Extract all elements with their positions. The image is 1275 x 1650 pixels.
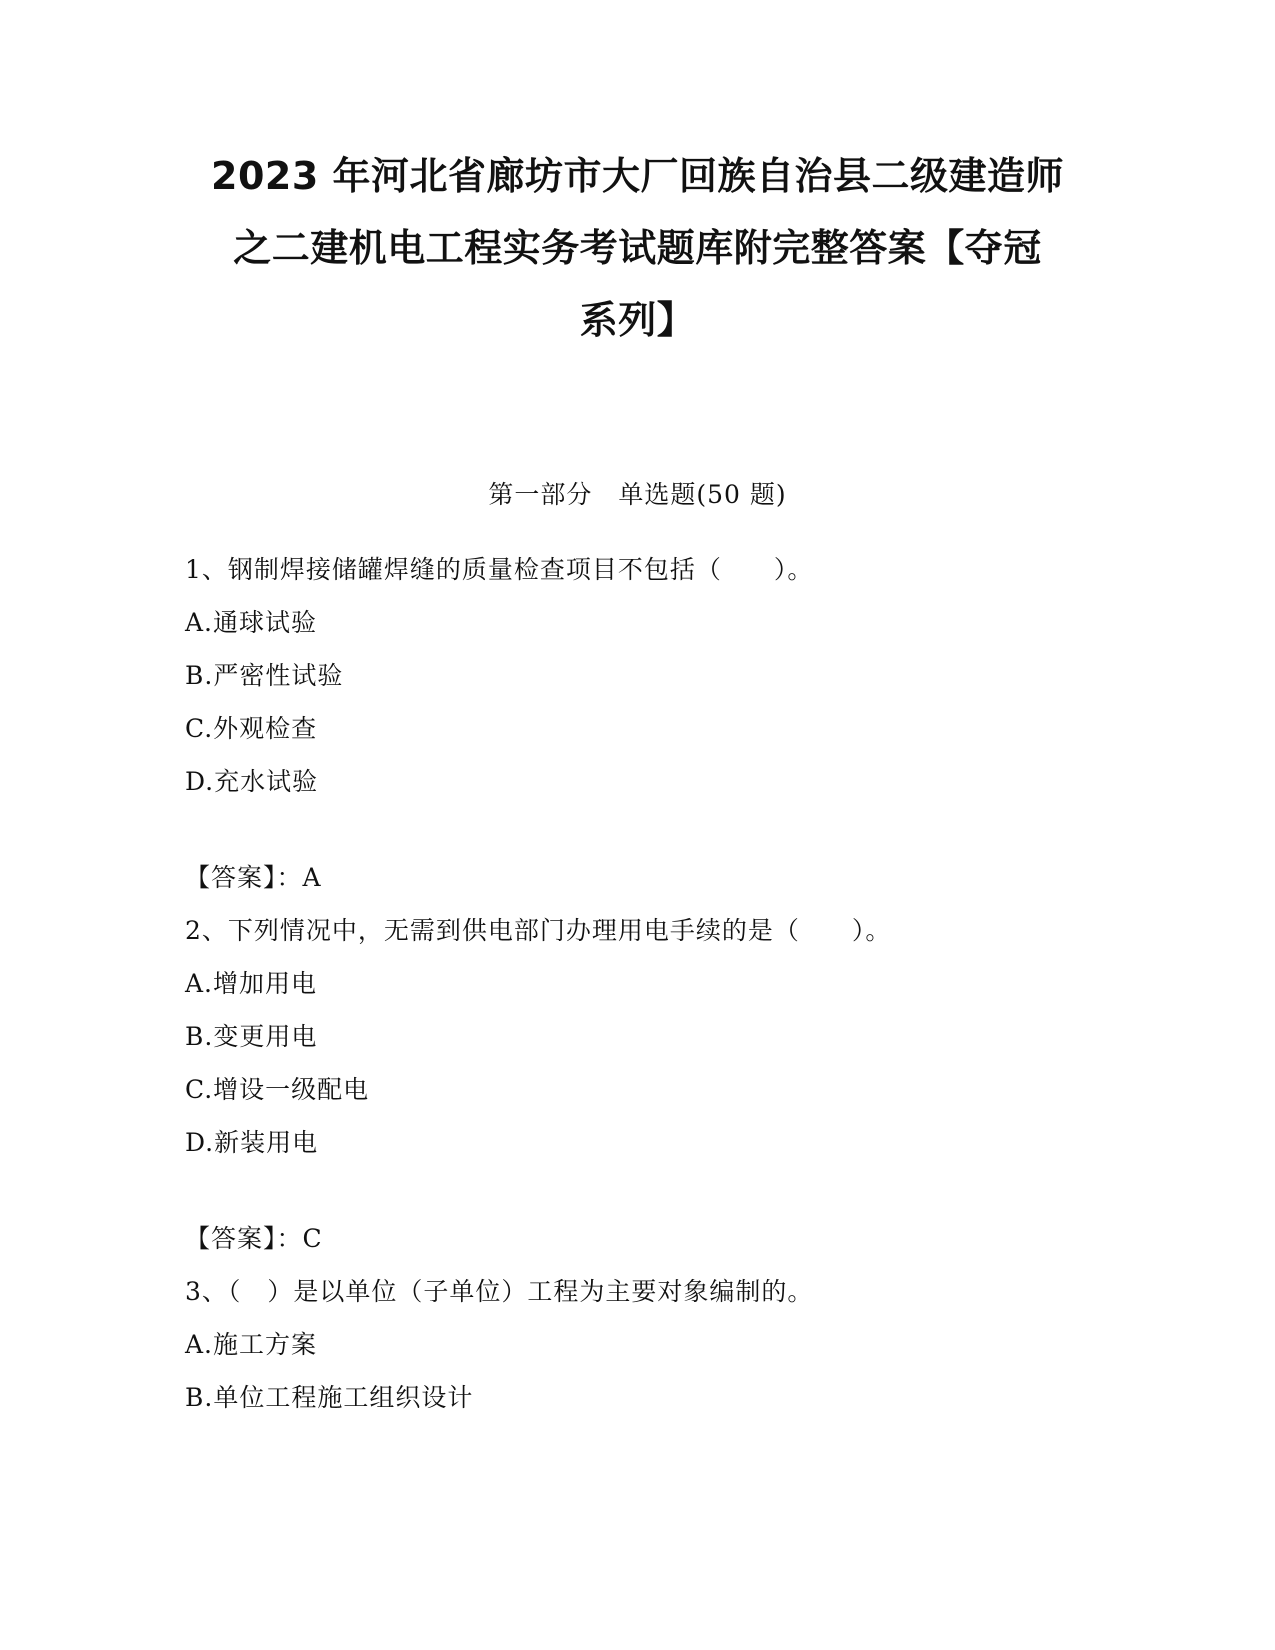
question-1-option-d: D.充水试验: [185, 767, 319, 796]
question-1-option-c: C.外观检查: [185, 714, 318, 743]
question-1-option-b: B.严密性试验: [185, 661, 344, 690]
section-heading: 第一部分 单选题(50 题): [488, 480, 787, 509]
question-2-option-a: A.增加用电: [185, 969, 318, 998]
title-line-3: 系列】: [579, 298, 696, 342]
question-3-stem: 3、（ ）是以单位（子单位）工程为主要对象编制的。: [185, 1277, 814, 1306]
question-3-option-a: A.施工方案: [185, 1330, 318, 1359]
question-2-option-c: C.增设一级配电: [185, 1075, 370, 1104]
question-1-answer: 【答案】：A: [185, 863, 322, 892]
question-1-option-a: A.通球试验: [185, 608, 318, 637]
question-2-answer: 【答案】：C: [185, 1224, 323, 1253]
question-2-option-b: B.变更用电: [185, 1022, 318, 1051]
title-line-2: 之二建机电工程实务考试题库附完整答案【夺冠: [233, 226, 1042, 270]
question-1-stem: 1、钢制焊接储罐焊缝的质量检查项目不包括（ ）。: [185, 555, 814, 584]
question-2-stem: 2、下列情况中，无需到供电部门办理用电手续的是（ ）。: [185, 916, 892, 945]
title-line-1: 2023 年河北省廊坊市大厂回族自治县二级建造师: [211, 154, 1064, 198]
question-3-option-b: B.单位工程施工组织设计: [185, 1383, 474, 1412]
question-2-option-d: D.新装用电: [185, 1128, 319, 1157]
document-title: [150, 140, 1125, 356]
